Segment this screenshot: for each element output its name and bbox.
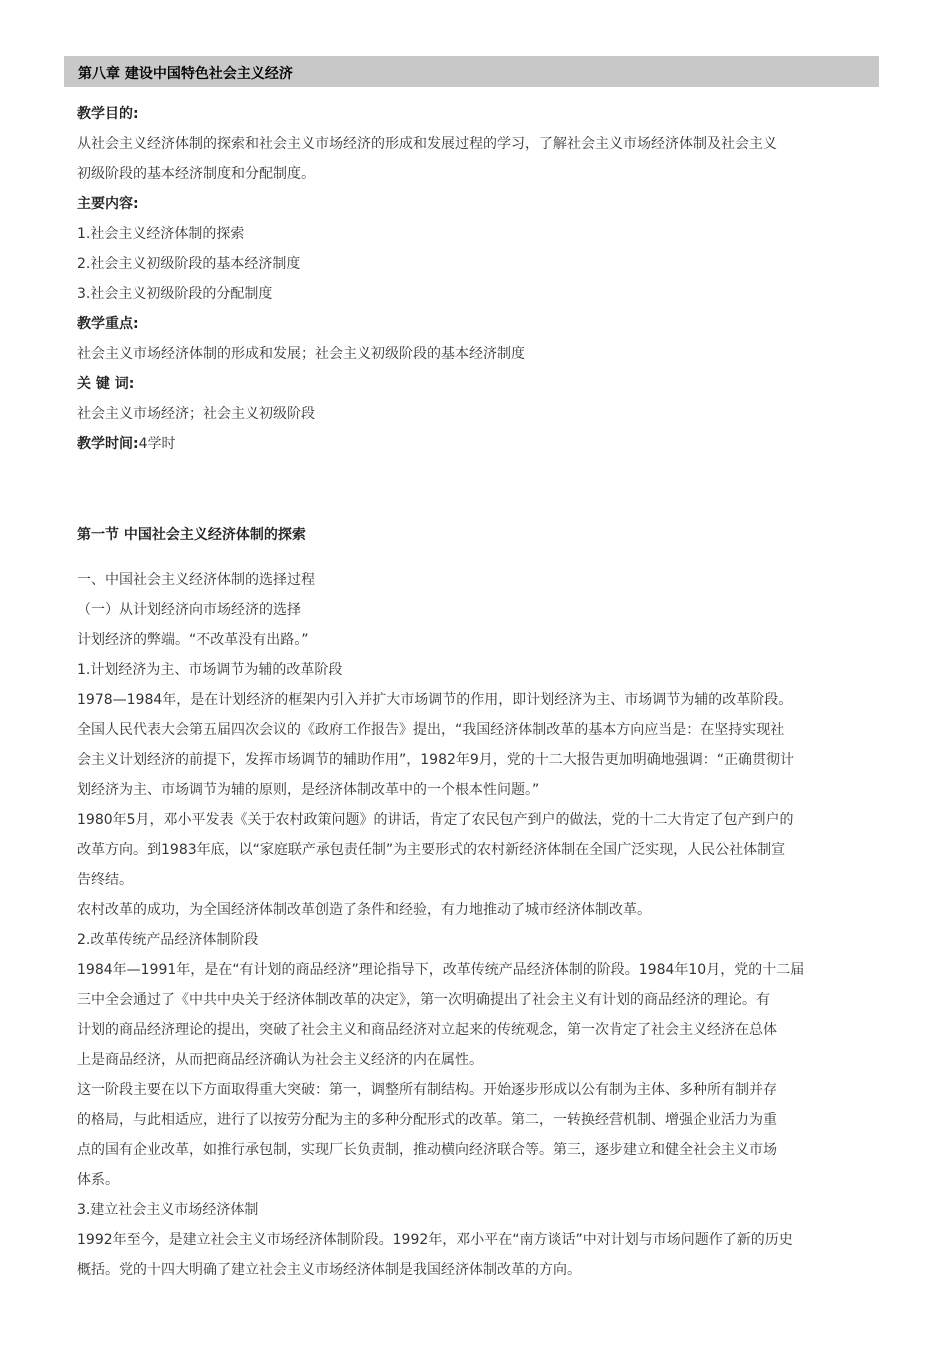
body-line-11: 告终结。	[77, 872, 133, 888]
body-line-24: 概括。党的十四大明确了建立社会主义市场经济体制是我国经济体制改革的方向。	[77, 1262, 581, 1278]
body-line-16: 计划的商品经济理论的提出，突破了社会主义和商品经济对立起来的传统观念，第一次肯定了社会主义经济在总体	[77, 1022, 777, 1038]
body-line-10: 改革方向。到1983年底，以“家庭联产承包责任制”为主要形式的农村新经济体制在全国广泛实现，人民公社体制宣	[77, 842, 786, 858]
body-line-13: 2.改革传统产品经济体制阶段	[77, 932, 259, 948]
body-line-8: 划经济为主、市场调节为辅的原则，是经济体制改革中的一个根本性问题。”	[77, 782, 540, 798]
body-line-23: 1992年至今，是建立社会主义市场经济体制阶段。1992年，邓小平在“南方谈话”中对计划与市场问题作了新的历史	[77, 1232, 793, 1248]
content-item-1: 1.社会主义经济体制的探索	[77, 226, 245, 242]
time-value: 4学时	[138, 436, 176, 452]
content-item-2: 2.社会主义初级阶段的基本经济制度	[77, 256, 301, 272]
content-label: 主要内容:	[77, 196, 139, 212]
chapter-header-bar	[64, 56, 879, 87]
body-line-1: 一、中国社会主义经济体制的选择过程	[77, 572, 315, 588]
body-line-2: （一）从计划经济向市场经济的选择	[77, 602, 301, 618]
keywords-label: 关 键 词:	[77, 376, 135, 392]
focus-text: 社会主义市场经济体制的形成和发展；社会主义初级阶段的基本经济制度	[77, 346, 525, 362]
body-line-5: 1978—1984年，是在计划经济的框架内引入并扩大市场调节的作用，即计划经济为主、市场调节为辅的改革阶段。	[77, 692, 793, 708]
purpose-line-2: 初级阶段的基本经济制度和分配制度。	[77, 166, 315, 182]
body-line-14: 1984年—1991年，是在“有计划的商品经济”理论指导下，改革传统产品经济体制的阶段。1984年10月，党的十二届	[77, 962, 805, 978]
body-line-9: 1980年5月，邓小平发表《关于农村政策问题》的讲话，肯定了农民包产到户的做法，党的十二大肯定了包产到户的	[77, 812, 794, 828]
body-line-21: 体系。	[77, 1172, 119, 1188]
body-line-20: 点的国有企业改革，如推行承包制，实现厂长负责制，推动横向经济联合等。第三，逐步建立和健全社会主义市场	[77, 1142, 777, 1158]
chapter-title: 第八章 建设中国特色社会主义经济	[78, 66, 293, 82]
body-line-4: 1.计划经济为主、市场调节为辅的改革阶段	[77, 662, 343, 678]
body-line-17: 上是商品经济，从而把商品经济确认为社会主义经济的内在属性。	[77, 1052, 483, 1068]
body-line-22: 3.建立社会主义市场经济体制	[77, 1202, 259, 1218]
purpose-line-1: 从社会主义经济体制的探索和社会主义市场经济的形成和发展过程的学习，了解社会主义市场经济体制及社会主义	[77, 136, 777, 152]
time-label: 教学时间:	[77, 436, 139, 452]
teaching-time	[77, 434, 176, 454]
body-line-15: 三中全会通过了《中共中央关于经济体制改革的决定》，第一次明确提出了社会主义有计划的商品经济的理论。有	[77, 992, 770, 1008]
body-line-3: 计划经济的弊端。“不改革没有出路。”	[77, 632, 309, 648]
focus-label: 教学重点:	[77, 316, 139, 332]
keywords-text: 社会主义市场经济；社会主义初级阶段	[77, 406, 315, 422]
body-line-18: 这一阶段主要在以下方面取得重大突破：第一，调整所有制结构。开始逐步形成以公有制为主体、多种所有制并存	[77, 1082, 777, 1098]
section-title: 第一节 中国社会主义经济体制的探索	[77, 527, 306, 543]
body-line-7: 会主义计划经济的前提下，发挥市场调节的辅助作用”，1982年9月，党的十二大报告更加明确地强调：“正确贯彻计	[77, 752, 795, 768]
content-item-3: 3.社会主义初级阶段的分配制度	[77, 286, 273, 302]
body-line-19: 的格局，与此相适应，进行了以按劳分配为主的多种分配形式的改革。第二，一转换经营机制、增强企业活力为重	[77, 1112, 777, 1128]
body-line-6: 全国人民代表大会第五届四次会议的《政府工作报告》提出，“我国经济体制改革的基本方向应当是：在坚持实现社	[77, 722, 785, 738]
purpose-label: 教学目的:	[77, 106, 139, 122]
body-line-12: 农村改革的成功，为全国经济体制改革创造了条件和经验，有力地推动了城市经济体制改革。	[77, 902, 651, 918]
